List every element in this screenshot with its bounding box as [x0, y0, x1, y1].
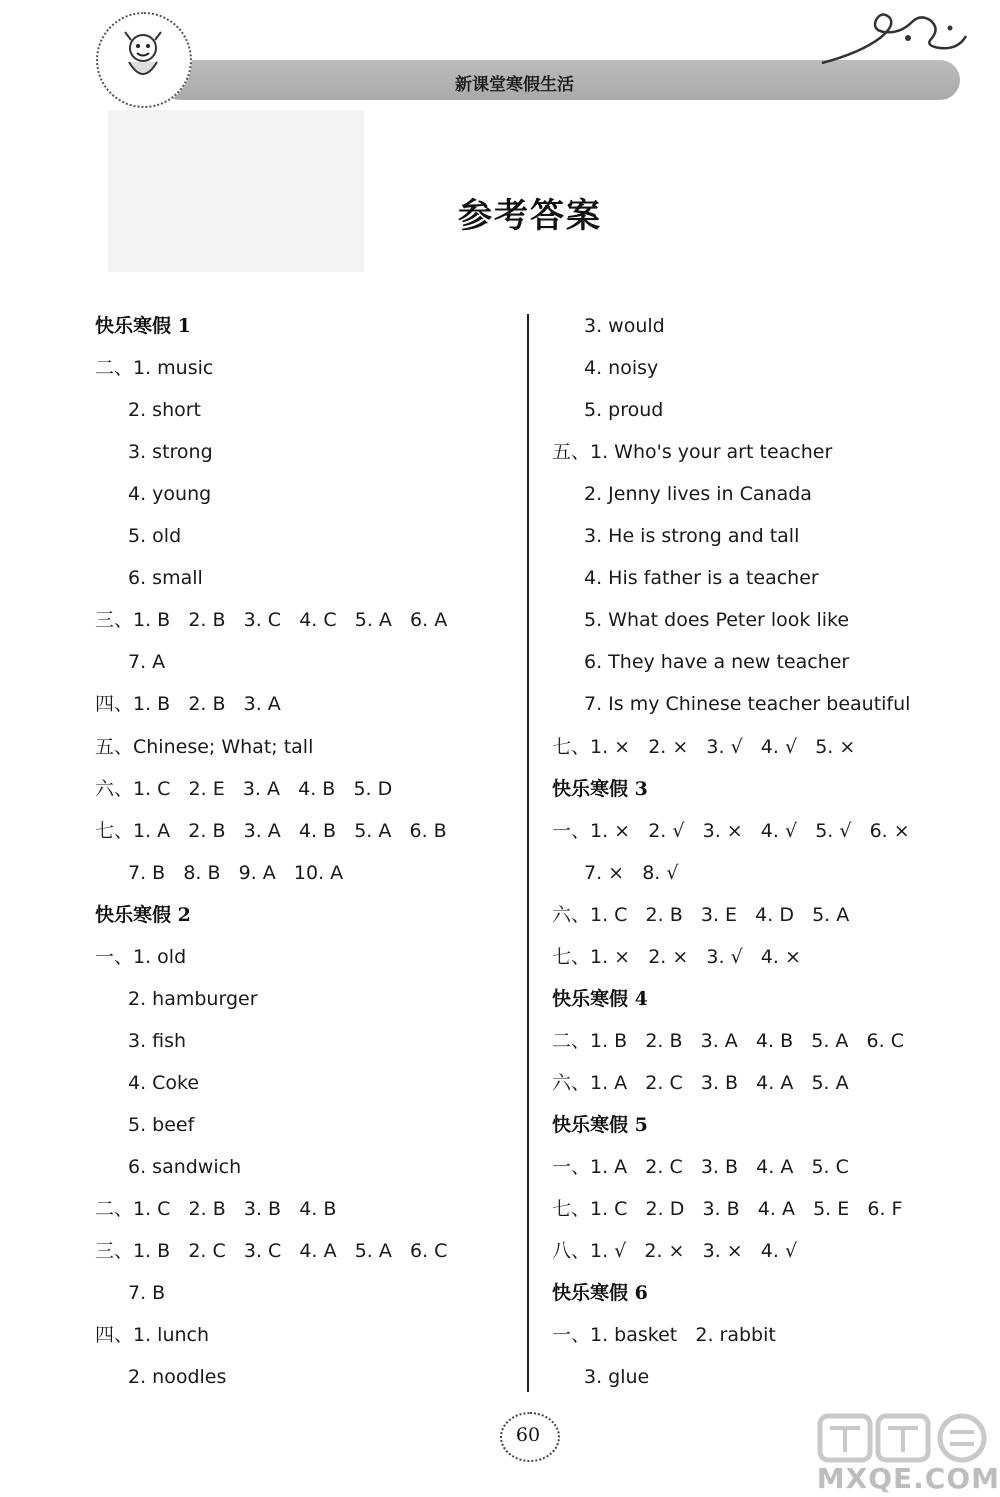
section-heading: 快乐寒假 4 — [552, 988, 648, 1010]
answer-line: 5. old — [128, 525, 182, 547]
answer-line: 一、1. basket 2. rabbit — [552, 1324, 776, 1346]
answer-line: 七、1. A 2. B 3. A 4. B 5. A 6. B — [95, 820, 447, 842]
answer-line: 4. noisy — [584, 357, 659, 379]
section-heading: 快乐寒假 6 — [552, 1282, 648, 1304]
answer-line: 七、1. C 2. D 3. B 4. A 5. E 6. F — [552, 1198, 903, 1220]
answer-line: 一、1. × 2. √ 3. × 4. √ 5. √ 6. × — [552, 820, 910, 842]
watermark — [800, 1410, 1000, 1497]
answer-line: 八、1. √ 2. × 3. × 4. √ — [552, 1240, 798, 1262]
section-heading: 快乐寒假 5 — [552, 1114, 648, 1136]
answer-line: 5. beef — [128, 1114, 195, 1136]
section-heading: 快乐寒假 2 — [95, 904, 191, 926]
header-title: 新课堂寒假生活 — [455, 75, 574, 95]
answer-line: 7. × 8. √ — [584, 862, 679, 884]
answer-line: 4. Coke — [128, 1072, 200, 1094]
section-heading: 快乐寒假 3 — [552, 778, 648, 800]
answer-line: 七、1. × 2. × 3. √ 4. × — [552, 946, 801, 968]
answer-line: 四、1. lunch — [95, 1324, 210, 1346]
answer-line: 2. hamburger — [128, 988, 258, 1010]
answer-line: 一、1. old — [95, 946, 187, 968]
answer-line: 六、1. A 2. C 3. B 4. A 5. A — [552, 1072, 849, 1094]
answer-line: 二、1. C 2. B 3. B 4. B — [95, 1198, 337, 1220]
answer-line: 6. small — [128, 567, 203, 589]
watermark-logo-icon — [800, 1410, 1000, 1466]
answer-line: 2. Jenny lives in Canada — [584, 483, 812, 505]
answer-line: 四、1. B 2. B 3. A — [95, 693, 281, 715]
answer-line: 6. sandwich — [128, 1156, 242, 1178]
answer-line: 4. His father is a teacher — [584, 567, 819, 589]
answer-line: 2. short — [128, 399, 201, 421]
answer-line: 3. would — [584, 315, 665, 337]
answer-line: 3. glue — [584, 1366, 650, 1388]
answer-line: 二、1. music — [95, 357, 214, 379]
answer-line: 7. B 8. B 9. A 10. A — [128, 862, 344, 884]
column-divider — [527, 314, 529, 1392]
answer-line: 五、Chinese; What; tall — [95, 736, 314, 758]
answer-line: 七、1. × 2. × 3. √ 4. √ 5. × — [552, 736, 856, 758]
answer-line: 5. What does Peter look like — [584, 609, 850, 631]
answer-line: 7. B — [128, 1282, 166, 1304]
mascot-icon — [115, 28, 171, 86]
decorative-swirl-icon — [820, 8, 970, 68]
answer-line: 7. A — [128, 651, 166, 673]
answer-line: 6. They have a new teacher — [584, 651, 850, 673]
answer-line: 2. noodles — [128, 1366, 227, 1388]
answer-line: 3. fish — [128, 1030, 187, 1052]
answer-line: 六、1. C 2. B 3. E 4. D 5. A — [552, 904, 850, 926]
answer-line: 3. strong — [128, 441, 213, 463]
answer-line: 3. He is strong and tall — [584, 525, 800, 547]
answer-line: 4. young — [128, 483, 212, 505]
answer-line: 二、1. B 2. B 3. A 4. B 5. A 6. C — [552, 1030, 904, 1052]
answer-line: 三、1. B 2. B 3. C 4. C 5. A 6. A — [95, 609, 448, 631]
answer-line: 一、1. A 2. C 3. B 4. A 5. C — [552, 1156, 849, 1178]
page-title: 参考答案 — [458, 196, 602, 236]
answer-line: 六、1. C 2. E 3. A 4. B 5. D — [95, 778, 393, 800]
page-number: 60 — [515, 1424, 541, 1446]
page-header — [0, 0, 1000, 110]
answer-line: 三、1. B 2. C 3. C 4. A 5. A 6. C — [95, 1240, 448, 1262]
answer-line: 7. Is my Chinese teacher beautiful — [584, 693, 911, 715]
answer-line: 五、1. Who's your art teacher — [552, 441, 833, 463]
section-heading: 快乐寒假 1 — [95, 315, 191, 337]
answer-line: 5. proud — [584, 399, 664, 421]
page-number-badge — [500, 1412, 556, 1458]
watermark-text: MXQE.COM — [816, 1462, 1000, 1495]
